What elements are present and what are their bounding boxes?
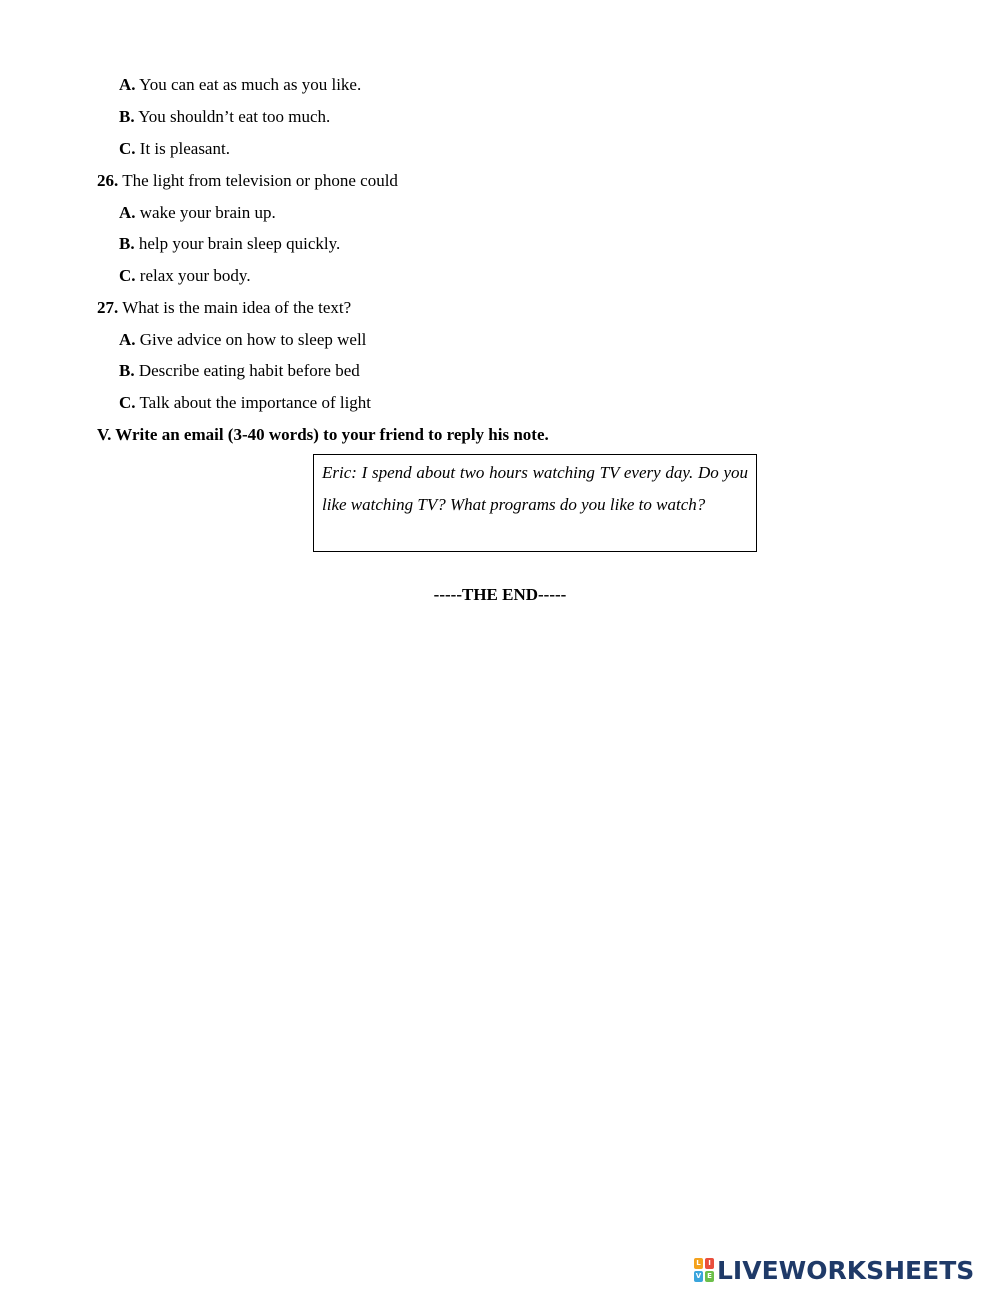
q27-option-c [119,393,371,413]
option-text: relax your body. [135,266,251,285]
option-letter: C. [119,266,136,285]
option-text: Talk about the importance of light [135,393,372,412]
the-end-text: -----THE END----- [433,585,567,604]
section-v-heading: V. Write an email (3-40 words) to your friend to reply his note. [97,425,549,444]
question-26 [97,171,398,191]
q26-option-c [119,266,251,286]
option-text: You shouldn’t eat too much. [134,107,331,126]
option-letter: A. [119,75,136,94]
mark-l: L [694,1258,703,1269]
question-text: What is the main idea of the text? [118,298,352,317]
option-letter: A. [119,330,136,349]
friend-note-box [313,454,757,552]
q26-option-a [119,203,276,223]
question-text: The light from television or phone could [118,171,398,190]
option-letter: B. [119,107,135,126]
q25-option-b [119,107,330,127]
option-text: Give advice on how to sleep well [135,330,367,349]
liveworksheets-logo-text: LIVEWORKSHEETS [717,1255,975,1285]
question-27 [97,298,351,318]
mark-v: V [695,1272,702,1280]
option-letter: A. [119,203,136,222]
option-text: Describe eating habit before bed [134,361,360,380]
option-letter: B. [119,361,135,380]
option-letter: B. [119,234,135,253]
mark-i: I [705,1258,714,1269]
q27-option-a [119,330,366,350]
option-letter: C. [119,393,136,412]
option-text: You can eat as much as you like. [135,75,362,94]
liveworksheets-mark-icon [694,1258,714,1282]
friend-note-text: Eric: I spend about two hours watching TV every day. Do you like watching TV? What programs do you like to watch? [322,463,748,514]
question-number: 26. [97,171,119,190]
q25-option-a [119,75,361,95]
option-text: wake your brain up. [135,203,276,222]
q26-option-b [119,234,340,254]
q27-option-b [119,361,360,381]
q25-option-c [119,139,230,159]
question-number: 27. [97,298,119,317]
option-text: It is pleasant. [135,139,230,158]
option-text: help your brain sleep quickly. [134,234,341,253]
mark-e: E [705,1271,714,1282]
liveworksheets-logo [694,1255,974,1285]
option-letter: C. [119,139,136,158]
